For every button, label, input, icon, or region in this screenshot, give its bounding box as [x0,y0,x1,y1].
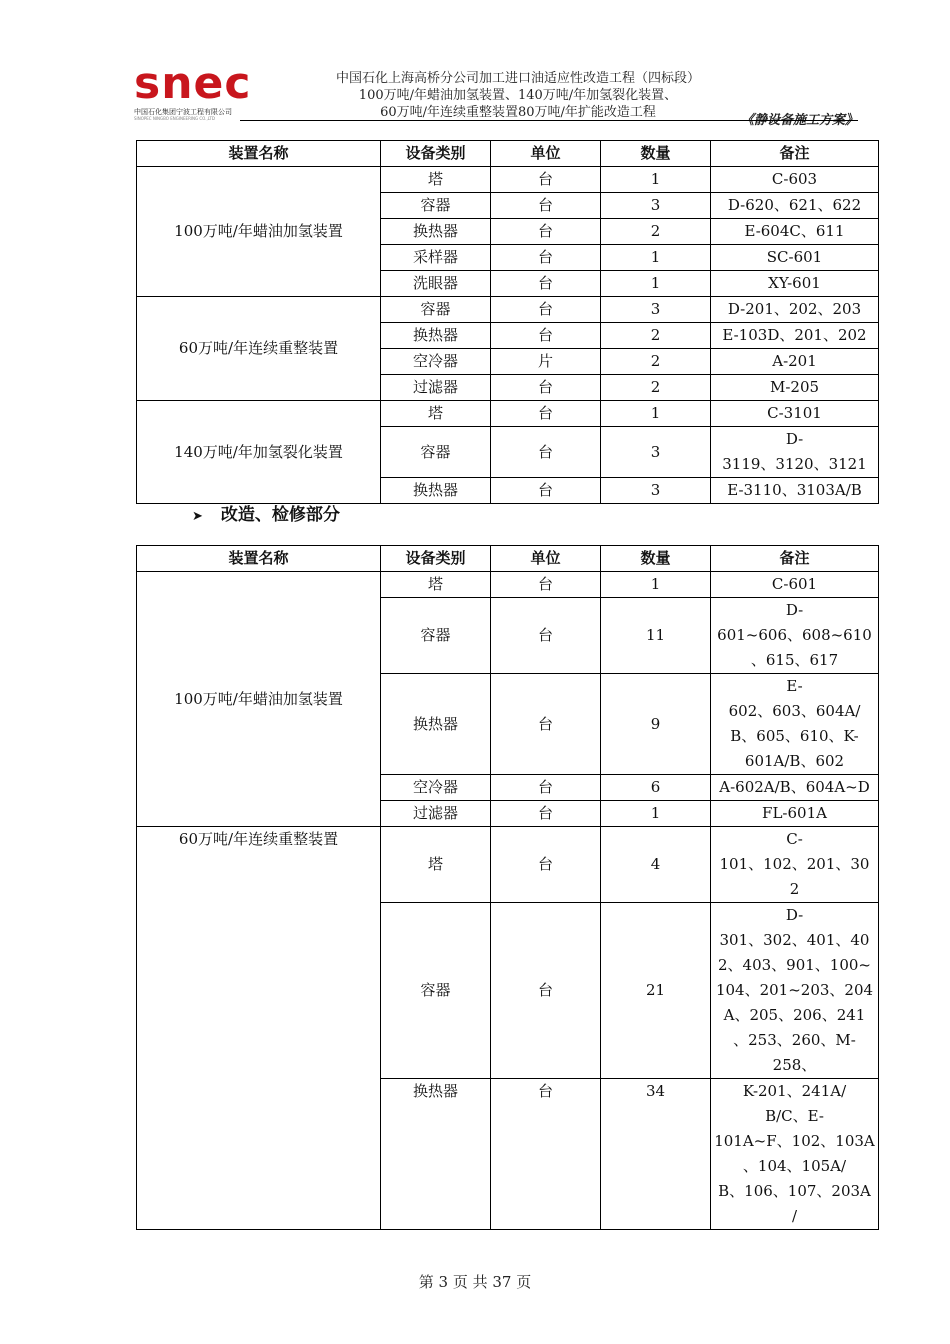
note-cell [711,775,879,801]
unit-of-measure-cell: 台 [491,478,601,504]
note-line: 601A/B、602 [744,752,845,770]
unit-of-measure-cell: 台 [491,903,601,1079]
arrow-bullet-icon: ➤ [192,509,203,524]
quantity-cell: 2 [601,219,711,245]
note-cell: SC-601 [711,245,879,271]
note-line: 2、403、901、100~ [717,956,871,974]
logo-wordmark: snec [134,58,252,109]
note-line: D- [785,601,804,619]
logo-company-en: SINOPEC NINGBO ENGINEERING CO.,LTD [134,116,215,121]
note-line: 101、102、201、30 [719,855,870,873]
quantity-cell: 1 [601,245,711,271]
note-cell [711,674,879,775]
note-line: C- [786,830,803,848]
unit-name-cell: 100万吨/年蜡油加氢装置 [137,167,381,297]
unit-of-measure-cell: 台 [491,375,601,401]
unit-of-measure-cell: 台 [491,427,601,478]
column-header: 数量 [601,546,711,572]
note-line: 602、603、604A/ [728,702,861,720]
unit-of-measure-cell: 台 [491,775,601,801]
table-row [137,297,879,323]
note-cell: C-603 [711,167,879,193]
note-cell [711,427,879,478]
note-cell: A-201 [711,349,879,375]
unit-of-measure-cell: 台 [491,1079,601,1230]
unit-of-measure-cell: 台 [491,193,601,219]
quantity-cell: 3 [601,478,711,504]
note-line: A、205、206、241 [723,1006,866,1024]
table-row [137,401,879,427]
note-line: 、253、260、M- [733,1031,856,1049]
column-header: 数量 [601,141,711,167]
unit-of-measure-cell: 台 [491,245,601,271]
quantity-cell: 3 [601,193,711,219]
note-line: 2 [789,880,800,898]
table-header-row [137,141,879,167]
category-cell: 洗眼器 [381,271,491,297]
project-title-line: 中国石化上海高桥分公司加工进口油适应性改造工程（四标段） [335,71,700,86]
note-cell: E-604C、611 [711,219,879,245]
note-line: 、104、105A/ [742,1157,847,1175]
note-cell [711,572,879,598]
note-line: FL-601A [762,804,827,822]
note-cell [711,598,879,674]
quantity-cell: 21 [601,903,711,1079]
quantity-cell: 1 [601,572,711,598]
column-header: 设备类别 [381,546,491,572]
note-cell: M-205 [711,375,879,401]
note-line: 3119、3120、3121 [722,455,867,473]
page-number: 第 3 页 共 37 页 [418,1273,532,1291]
table-row [137,167,879,193]
quantity-cell: 1 [601,801,711,827]
unit-of-measure-cell: 台 [491,297,601,323]
note-line: / [791,1207,798,1225]
quantity-cell: 4 [601,827,711,903]
column-header: 单位 [491,141,601,167]
quantity-cell: 2 [601,375,711,401]
note-cell [711,1079,879,1230]
company-logo [134,58,252,121]
quantity-cell: 3 [601,427,711,478]
unit-of-measure-cell: 台 [491,827,601,903]
category-cell: 塔 [381,572,491,598]
category-cell: 容器 [381,598,491,674]
quantity-cell: 1 [601,271,711,297]
note-line: 101A~F、102、103A [714,1132,875,1150]
quantity-cell: 9 [601,674,711,775]
column-header: 装置名称 [137,546,381,572]
note-line: K-201、241A/ [742,1082,847,1100]
table-header-row [137,546,879,572]
quantity-cell: 1 [601,167,711,193]
category-cell: 容器 [381,193,491,219]
category-cell: 过滤器 [381,375,491,401]
note-cell: E-3110、3103A/B [711,478,879,504]
column-header: 单位 [491,546,601,572]
unit-of-measure-cell: 台 [491,572,601,598]
note-line: D- [785,430,804,448]
note-line: 258、 [772,1056,817,1074]
note-line: B、605、610、K- [730,727,859,745]
category-cell: 容器 [381,297,491,323]
note-line: A-602A/B、604A~D [719,778,870,796]
unit-of-measure-cell: 片 [491,349,601,375]
column-header: 装置名称 [137,141,381,167]
category-cell: 采样器 [381,245,491,271]
note-cell [711,903,879,1079]
header-divider [240,120,858,121]
unit-of-measure-cell: 台 [491,401,601,427]
table-row [137,572,879,598]
column-header: 设备类别 [381,141,491,167]
note-line: B/C、E- [765,1107,824,1125]
unit-of-measure-cell: 台 [491,323,601,349]
note-cell [711,801,879,827]
note-line: B、106、107、203A [718,1182,871,1200]
category-cell: 换热器 [381,1079,491,1230]
category-cell: 换热器 [381,674,491,775]
note-cell: C-3101 [711,401,879,427]
category-cell: 换热器 [381,219,491,245]
note-cell: D-201、202、203 [711,297,879,323]
quantity-cell: 1 [601,401,711,427]
note-cell: D-620、621、622 [711,193,879,219]
unit-name-cell: 140万吨/年加氢裂化装置 [137,401,381,504]
note-line: C-601 [771,575,818,593]
unit-of-measure-cell: 台 [491,674,601,775]
category-cell: 空冷器 [381,775,491,801]
column-header: 备注 [711,141,879,167]
new-equipment-table [136,140,879,504]
document-name: 《静设备施工方案》 [740,113,858,128]
unit-name-cell: 100万吨/年蜡油加氢装置 [137,572,381,827]
quantity-cell: 2 [601,323,711,349]
note-line: 301、302、401、40 [719,931,870,949]
category-cell: 空冷器 [381,349,491,375]
quantity-cell: 2 [601,349,711,375]
unit-of-measure-cell: 台 [491,271,601,297]
note-cell [711,827,879,903]
logo-company-cn: 中国石化集团宁波工程有限公司 [134,108,232,116]
section-heading [192,500,340,525]
project-title-line: 100万吨/年蜡油加氢装置、140万吨/年加氢裂化装置、 [358,88,678,103]
category-cell: 过滤器 [381,801,491,827]
note-line: D- [785,906,804,924]
quantity-cell: 6 [601,775,711,801]
category-cell: 塔 [381,827,491,903]
note-line: 104、201~203、204 [715,981,874,999]
unit-of-measure-cell: 台 [491,801,601,827]
note-line: E- [786,677,803,695]
note-cell: XY-601 [711,271,879,297]
project-title [248,70,788,121]
category-cell: 容器 [381,427,491,478]
note-line: 、615、617 [750,651,839,669]
category-cell: 塔 [381,401,491,427]
unit-name-cell: 60万吨/年连续重整装置 [137,297,381,401]
category-cell: 塔 [381,167,491,193]
note-cell: E-103D、201、202 [711,323,879,349]
unit-of-measure-cell: 台 [491,167,601,193]
unit-of-measure-cell: 台 [491,598,601,674]
unit-of-measure-cell: 台 [491,219,601,245]
category-cell: 换热器 [381,323,491,349]
column-header: 备注 [711,546,879,572]
project-title-line: 60万吨/年连续重整装置80万吨/年扩能改造工程 [380,105,656,120]
unit-name-cell: 60万吨/年连续重整装置 [137,827,381,1230]
table-row [137,827,879,903]
note-line: 601~606、608~610 [717,626,872,644]
revamp-equipment-table [136,545,879,1230]
section-title: 改造、检修部分 [220,505,340,525]
category-cell: 换热器 [381,478,491,504]
quantity-cell: 34 [601,1079,711,1230]
category-cell: 容器 [381,903,491,1079]
quantity-cell: 3 [601,297,711,323]
quantity-cell: 11 [601,598,711,674]
